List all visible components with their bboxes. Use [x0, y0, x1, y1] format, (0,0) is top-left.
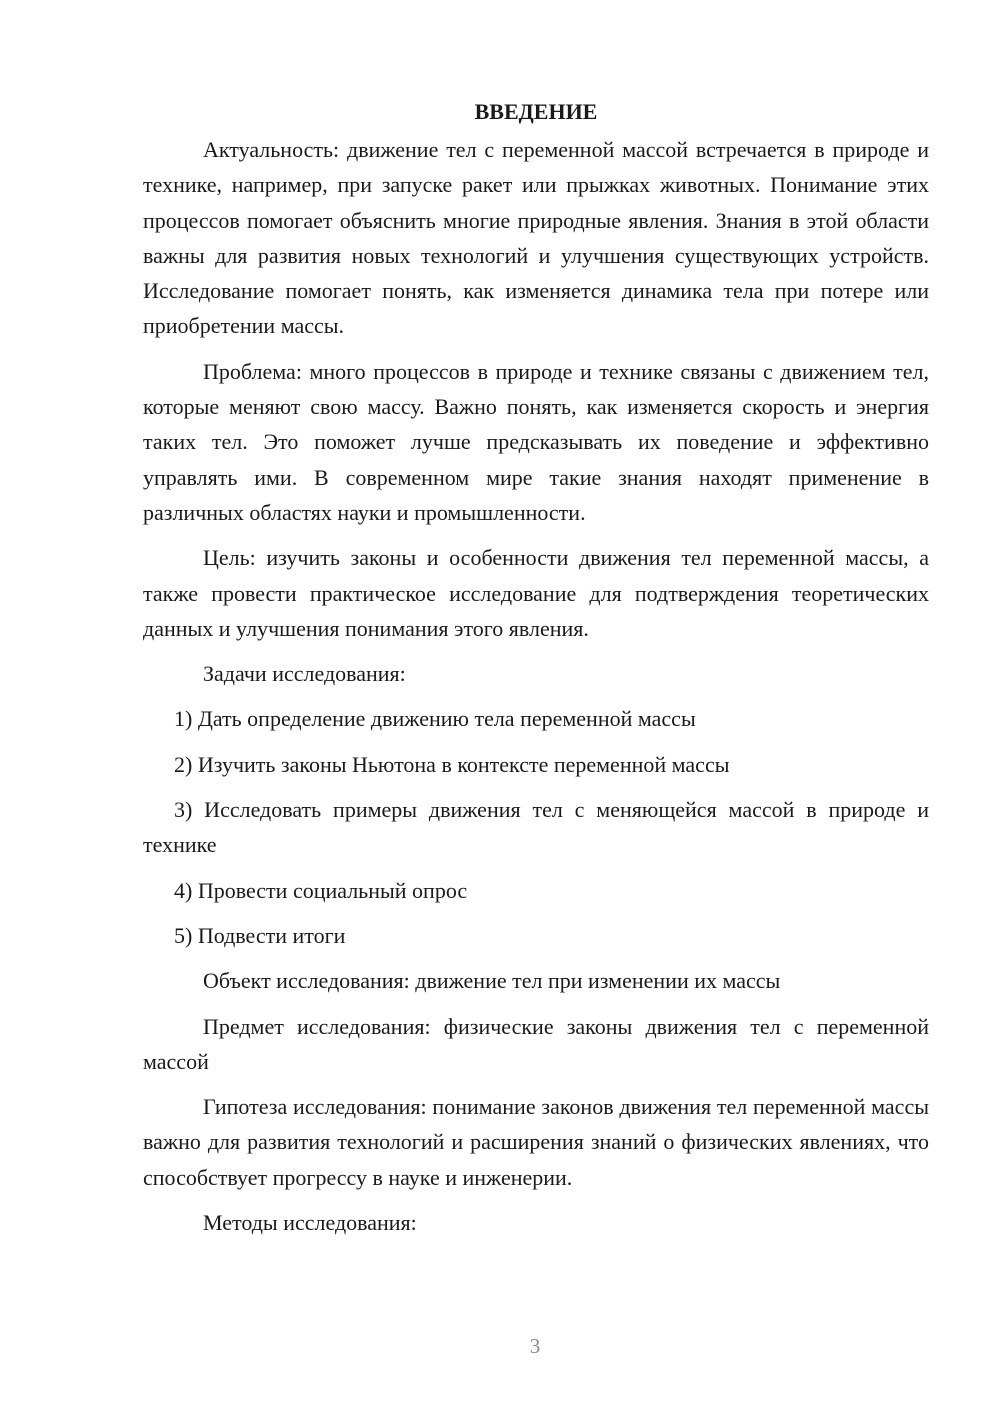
task-item: 1) Дать определение движению тела переменной массы: [174, 706, 696, 732]
methods-heading: Методы исследования:: [203, 1210, 417, 1236]
task-item: 5) Подвести итоги: [174, 922, 346, 948]
paragraph-goal: Цель: изучить законы и особенности движения тел переменной массы, а также провести практическое исследование для подтверждения теоретических данных и улучшения понимания этого явления.: [143, 545, 929, 641]
task-item: 4) Провести социальный опрос: [174, 877, 468, 903]
task-item: 2) Изучить законы Ньютона в контексте переменной массы: [174, 751, 730, 777]
section-title: ВВЕДЕНИЕ: [474, 99, 598, 124]
paragraph-object: Объект исследования: движение тел при изменении их массы: [203, 968, 781, 994]
paragraph-relevance: Актуальность: движение тел с переменной массой встречается в природе и технике, например, при запуске ракет или прыжках животных. Понимание этих процессов помогает объяснить многие природные явления. Знания в этой области важны для развития новых технологий и улучшения существующих устройств. Исследование помогает понять, как изменяется динамика тела при потере или приобретении массы.: [143, 137, 929, 339]
paragraph-subject: Предмет исследования: физические законы движения тел с переменной массой: [143, 1013, 929, 1074]
paragraph-problem: Проблема: много процессов в природе и технике связаны с движением тел, которые меняют свою массу. Важно понять, как изменяется скорость и энергия таких тел. Это поможет лучше предсказывать их поведение и эффективно управлять ими. В современном мире такие знания находят применение в различных областях науки и промышленности.: [143, 358, 929, 525]
paragraph-hypothesis: Гипотеза исследования: понимание законов движения тел переменной массы важно для развития технологий и расширения знаний о физических явлениях, что способствует прогрессу в науке и инженерии.: [143, 1094, 929, 1190]
task-item: 3) Исследовать примеры движения тел с меняющейся массой в природе и технике: [143, 797, 929, 858]
page-number: 3: [529, 1334, 541, 1358]
page-content: [143, 94, 929, 1240]
tasks-heading: Задачи исследования:: [203, 661, 406, 687]
